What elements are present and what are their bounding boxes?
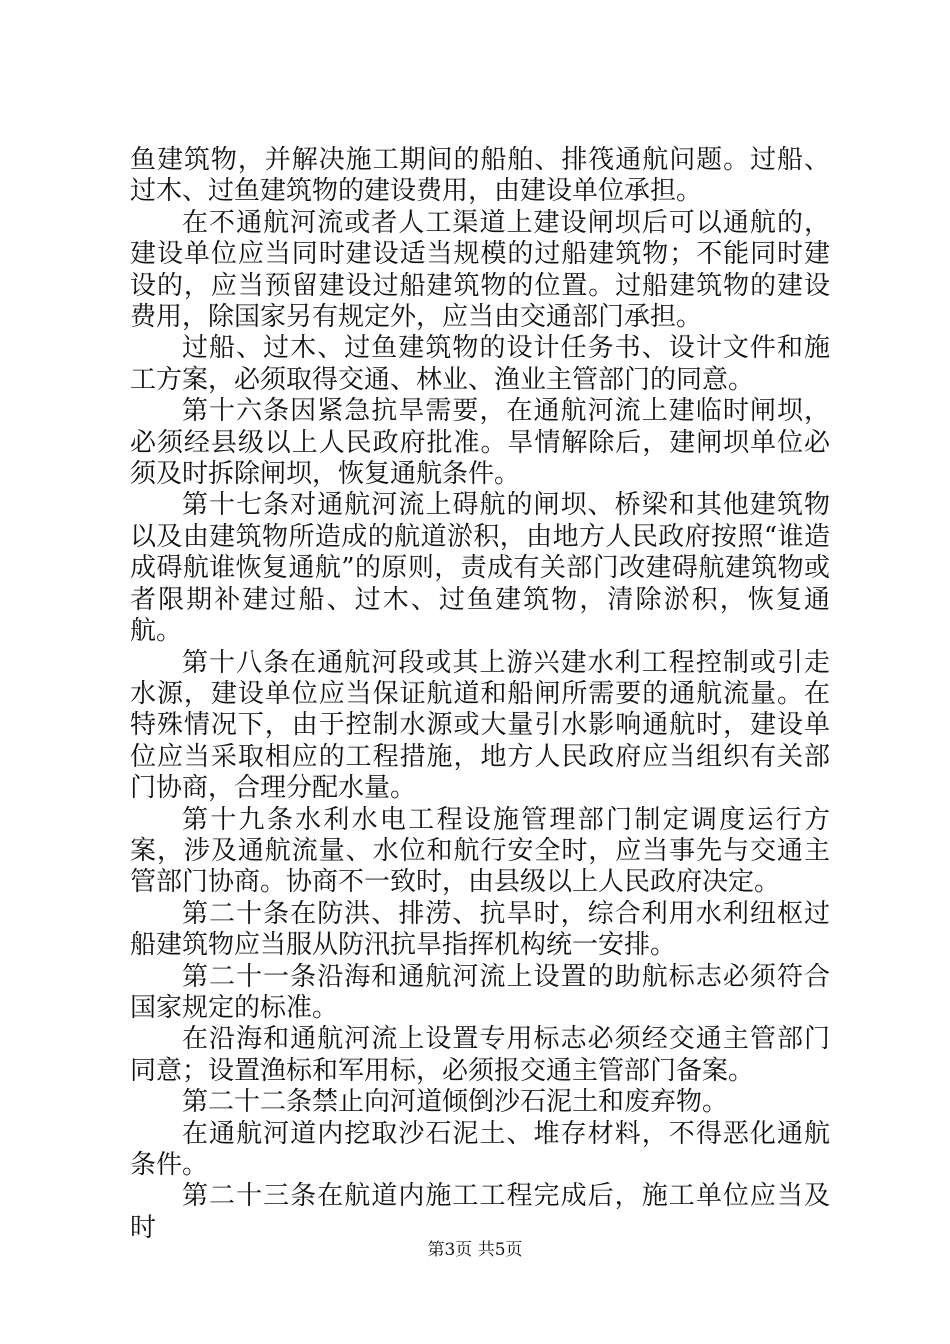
paragraph: 在通航河道内挖取沙石泥土、堆存材料，不得恶化通航条件。 [130, 1118, 830, 1180]
paragraph: 第二十条在防洪、排涝、抗旱时，综合利用水利纽枢过船建筑物应当服从防汛抗旱指挥机构统一安排。 [130, 898, 830, 961]
paragraph: 第二十三条在航道内施工工程完成后，施工单位应当及时 [130, 1181, 830, 1243]
paragraph: 在沿海和通航河流上设置专用标志必须经交通主管部门同意；设置渔标和军用标，必须报交通主管部门备案。 [130, 1024, 830, 1086]
paragraph: 第十九条水利水电工程设施管理部门制定调度运行方案，涉及通航流量、水位和航行安全时，应当事先与交通主管部门协商。协商不一致时，由县级以上人民政府决定。 [130, 804, 830, 898]
paragraph: 第二十一条沿海和通航河流上设置的助航标志必须符合国家规定的标准。 [130, 961, 830, 1023]
paragraph: 在不通航河流或者人工渠道上建设闸坝后可以通航的，建设单位应当同时建设适当规模的过船建筑物；不能同时建设的，应当预留建设过船建筑物的位置。过船建筑物的建设费用，除国家另有规定外，应当由交通部门承担。 [130, 207, 830, 333]
paragraph: 第十七条对通航河流上碍航的闸坝、桥梁和其他建筑物以及由建筑物所造成的航道淤积，由地方人民政府按照“谁造成碍航谁恢复通航”的原则，责成有关部门改建碍航建筑物或者限期补建过船、过木、过鱼建筑物，清除淤积，恢复通航。 [130, 490, 830, 647]
paragraph: 第十八条在通航河段或其上游兴建水利工程控制或引走水源，建设单位应当保证航道和船闸所需要的通航流量。在特殊情况下，由于控制水源或大量引水影响通航时，建设单位应当采取相应的工程措施，地方人民政府应当组织有关部门协商，合理分配水量。 [130, 647, 830, 804]
paragraph: 第二十二条禁止向河道倾倒沙石泥土和废弃物。 [182, 1087, 729, 1118]
page-number-footer: 第3页 共5页 [427, 1240, 523, 1260]
paragraph: 鱼建筑物，并解决施工期间的船舶、排筏通航问题。过船、过木、过鱼建筑物的建设费用，由建设单位承担。 [130, 145, 830, 207]
paragraph: 过船、过木、过鱼建筑物的设计任务书、设计文件和施工方案，必须取得交通、林业、渔业主管部门的同意。 [130, 333, 830, 395]
document-body [130, 145, 830, 1244]
paragraph: 第十六条因紧急抗旱需要，在通航河流上建临时闸坝，必须经县级以上人民政府批准。旱情解除后，建闸坝单位必须及时拆除闸坝，恢复通航条件。 [130, 396, 830, 490]
